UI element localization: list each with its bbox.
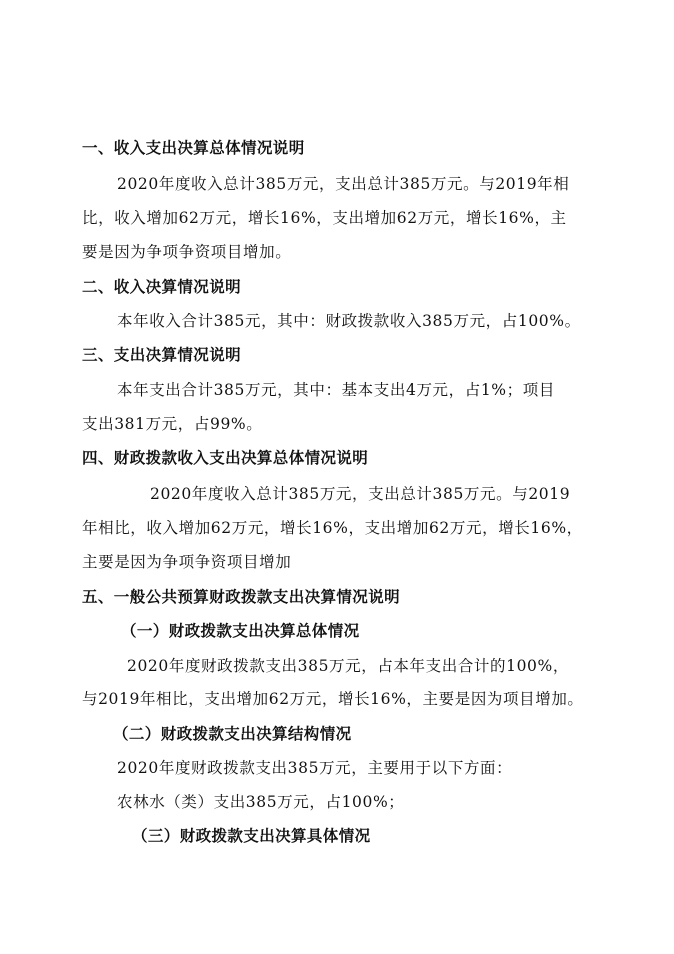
subsection-1-line-1: 2020年度财政拨款支出385万元，占本年支出合计的100%， bbox=[127, 657, 569, 675]
section-1-heading: 一、收入支出决算总体情况说明 bbox=[82, 139, 305, 157]
section-1-line-3: 要是因为争项争资项目增加。 bbox=[82, 243, 292, 261]
section-3-line-2: 支出381万元，占99%。 bbox=[82, 415, 263, 433]
section-4-line-1: 2020年度收入总计385万元，支出总计385万元。与2019 bbox=[150, 485, 571, 503]
subsection-2-line-2: 农林水（类）支出385万元，占100%； bbox=[117, 793, 405, 811]
subsection-2-heading: （二）财政拨款支出决算结构情况 bbox=[113, 725, 352, 743]
subsection-2-line-1: 2020年度财政拨款支出385万元，主要用于以下方面： bbox=[117, 759, 513, 777]
section-3-heading: 三、支出决算情况说明 bbox=[82, 346, 242, 364]
section-3-line-1: 本年支出合计385万元，其中：基本支出4万元，占1%；项目 bbox=[117, 381, 555, 399]
section-4-heading: 四、财政拨款收入支出决算总体情况说明 bbox=[82, 449, 369, 467]
section-1-line-1: 2020年度收入总计385万元，支出总计385万元。与2019年相 bbox=[117, 175, 570, 193]
section-2-line-1: 本年收入合计385元，其中：财政拨款收入385万元，占100%。 bbox=[117, 312, 581, 330]
section-1-line-2: 比，收入增加62万元，增长16%，支出增加62万元，增长16%，主 bbox=[82, 209, 567, 227]
section-5-heading: 五、一般公共预算财政拨款支出决算情况说明 bbox=[82, 588, 401, 606]
subsection-1-line-2: 与2019年相比，支出增加62万元，增长16%，主要是因为项目增加。 bbox=[82, 690, 584, 708]
section-2-heading: 二、收入决算情况说明 bbox=[82, 278, 242, 296]
section-4-line-3: 主要是因为争项争资项目增加 bbox=[82, 553, 292, 571]
section-4-line-2: 年相比，收入增加62万元，增长16%，支出增加62万元，增长16%， bbox=[82, 519, 583, 537]
subsection-3-heading: （三）财政拨款支出决算具体情况 bbox=[132, 827, 371, 845]
subsection-1-heading: （一）财政拨款支出决算总体情况 bbox=[121, 622, 360, 640]
